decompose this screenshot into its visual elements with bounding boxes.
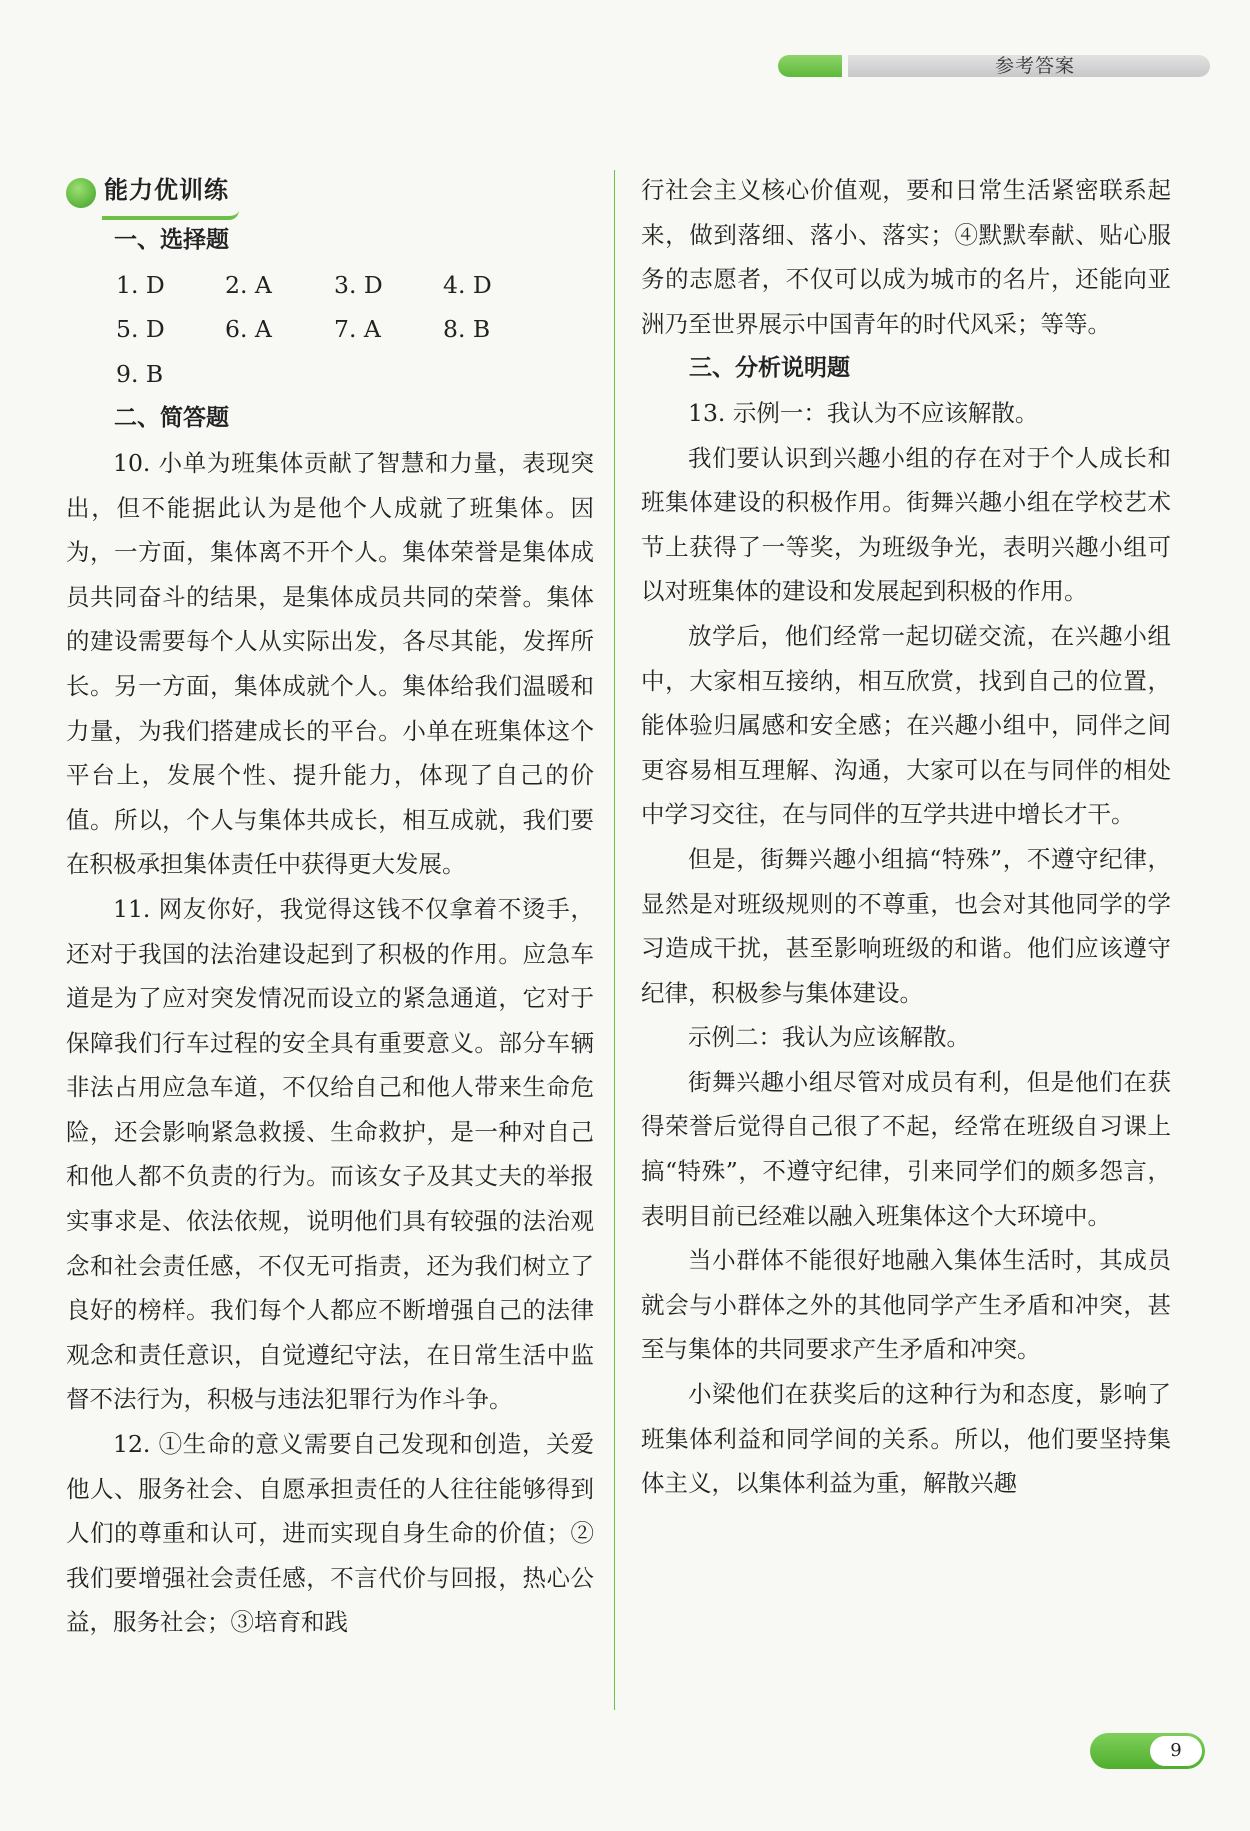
answer-q12: 12. ①生命的意义需要自己发现和创造，关爱他人、服务社会、自愿承担责任的人往往能够得到人们的尊重和认可，进而实现自身生命的价值；②我们要增强社会责任感，不言代价与回报，热心公益，服务社会；③培育和践	[66, 1430, 594, 1637]
choice-answer: 3. D	[334, 270, 383, 299]
choice-answers	[66, 263, 594, 397]
choice-answer: 7. A	[334, 315, 381, 344]
answer-q13-paragraph: 我们要认识到兴趣小组的存在对于个人成长和班集体建设的积极作用。街舞兴趣小组在学校艺术节上获得了一等奖，为班级争光，表明兴趣小组可以对班集体的建设和发展起到积极的作用。	[641, 443, 1171, 606]
answer-q13-example-two: 示例二：我认为应该解散。	[688, 1023, 970, 1052]
choice-answer: 5. D	[116, 315, 165, 344]
page-number: 9	[1150, 1736, 1202, 1766]
header-accent-bar	[778, 55, 842, 77]
choice-answer: 8. B	[443, 315, 491, 344]
choice-answer: 4. D	[443, 270, 492, 299]
choice-answer: 6. A	[225, 315, 272, 344]
choice-row	[116, 307, 594, 352]
answer-q13-intro: 13. 示例一：我认为不应该解散。	[688, 398, 1039, 427]
answer-q13-paragraph: 街舞兴趣小组尽管对成员有利，但是他们在获得荣誉后觉得自己很了不起，经常在班级自习课上搞“特殊”，不遵守纪律，引来同学们的颇多怨言，表明目前已经难以融入班集体这个大环境中。	[641, 1067, 1171, 1230]
column-divider	[614, 170, 615, 1710]
answer-q11: 11. 网友你好，我觉得这钱不仅拿着不烫手，还对于我国的法治建设起到了积极的作用。应急车道是为了应对突发情况而设立的紧急通道，它对于保障我们行车过程的安全具有重要意义。部分车辆非法占用应急车道，不仅给自己和他人带来生命危险，还会影响紧急救援、生命救护，是一种对自己和他人都不负责的行为。而该女子及其丈夫的举报实事求是、依法依规，说明他们具有较强的法治观念和社会责任感，不仅无可指责，还为我们树立了良好的榜样。我们每个人都应不断增强自己的法律观念和责任意识，自觉遵纪守法，在日常生活中监督不法行为，积极与违法犯罪行为作斗争。	[66, 894, 594, 1414]
answer-q13-paragraph: 小梁他们在获奖后的这种行为和态度，影响了班集体利益和同学间的关系。所以，他们要坚持集体主义，以集体利益为重，解散兴趣	[641, 1380, 1171, 1498]
answer-q13-paragraph: 当小群体不能很好地融入集体生活时，其成员就会与小群体之外的其他同学产生矛盾和冲突，甚至与集体的共同要求产生矛盾和冲突。	[641, 1246, 1171, 1364]
choice-answer: 2. A	[225, 270, 272, 299]
right-column	[641, 168, 1171, 1506]
answer-q13-paragraph: 但是，街舞兴趣小组搞“特殊”，不遵守纪律，显然是对班级规则的不尊重，也会对其他同学的学习造成干扰，甚至影响班级的和谐。他们应该遵守纪律，积极参与集体建设。	[641, 844, 1171, 1007]
answer-q12-continued: 行社会主义核心价值观，要和日常生活紧密联系起来，做到落细、落小、落实；④默默奉献、贴心服务的志愿者，不仅可以成为城市的名片，还能向亚洲乃至世界展示中国青年的时代风采；等等。	[641, 176, 1171, 338]
section-title	[66, 170, 594, 216]
short-answer-heading: 二、简答题	[114, 405, 229, 432]
header-title: 参考答案	[994, 55, 1075, 77]
choice-heading: 一、选择题	[114, 227, 229, 253]
choice-row	[116, 352, 594, 397]
choice-answer: 9. B	[116, 359, 164, 388]
analysis-heading: 三、分析说明题	[689, 355, 850, 382]
left-column	[66, 170, 594, 1645]
section-title-text: 能力优训练	[102, 166, 239, 221]
choice-row	[116, 263, 594, 308]
answer-q10: 10. 小单为班集体贡献了智慧和力量，表现突出，但不能据此认为是他个人成就了班集体。因为，一方面，集体离不开个人。集体荣誉是集体成员共同奋斗的结果，是集体成员共同的荣誉。集体的建设需要每个人从实际出发，各尽其能，发挥所长。另一方面，集体成就个人。集体给我们温暖和力量，为我们搭建成长的平台。小单在班集体这个平台上，发展个性、提升能力，体现了自己的价值。所以，个人与集体共成长，相互成就，我们要在积极承担集体责任中获得更大发展。	[66, 448, 594, 879]
green-dot-icon	[66, 178, 96, 208]
header-bar	[848, 55, 1210, 77]
answer-q13-paragraph: 放学后，他们经常一起切磋交流，在兴趣小组中，大家相互接纳，相互欣赏，找到自己的位置，能体验归属感和安全感；在兴趣小组中，同伴之间更容易相互理解、沟通，大家可以在与同伴的相处中学习交往，在与同伴的互学共进中增长才干。	[641, 621, 1171, 829]
choice-answer: 1. D	[116, 270, 165, 299]
